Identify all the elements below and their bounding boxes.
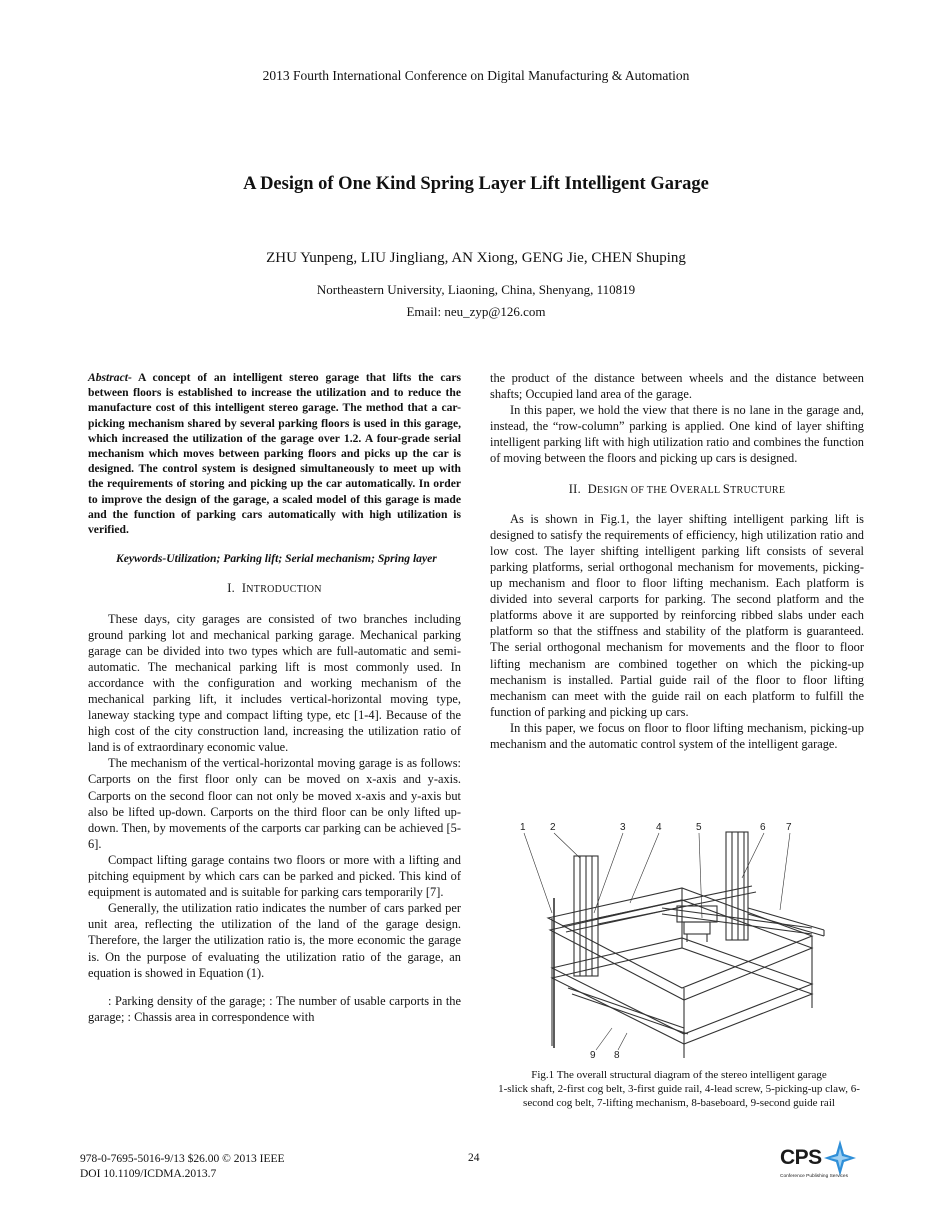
paragraph: In this paper, we focus on floor to floor lifting mechanism, picking-up mechanism and the automatic control system of the intelligent garage. — [490, 720, 864, 751]
paragraph: In this paper, we hold the view that there is no lane in the garage and, instead, the “row-column” parking is applied. One kind of layer shifting intelligent parking lift with high utilization ratio and combines the function of moving between the floors and picking up cars is designed. — [490, 403, 864, 466]
section-heading-overall-structure: II. DESIGN OF THE OVERALL STRUCTURE — [568, 481, 786, 496]
leader-lines — [524, 833, 790, 1050]
section-heading-introduction: I. INTRODUCTION — [227, 581, 322, 596]
cps-star-icon — [822, 1138, 858, 1178]
callout-5: 5 — [696, 822, 702, 833]
abstract-text: A concept of an intelligent stereo garage that lifts the cars between floors is established to increase the utilization and to reduce the manufacture cost of this intelligent stereo garage. The method that a car-picking mechanism shared by several parking floors is used in this garage, which increased the utilization of the garage over 1.2. A four-grade serial mechanism which moves between parking floors and picks up the car is designed. The control system is designed simultaneously to meet up with the requirements of storing and picking up the car automatically. In order to improve the design of the garage, a scaled model of this garage is made and the function of parking cars automatically with high utilization is verified. — [88, 371, 461, 537]
abstract — [88, 370, 461, 537]
callout-9: 9 — [590, 1050, 596, 1061]
callout-2: 2 — [550, 822, 556, 833]
callout-4: 4 — [656, 822, 662, 833]
guide-rails — [562, 886, 812, 1034]
affiliation: Northeastern University, Liaoning, China, Shenyang, 110819 — [316, 282, 636, 297]
paragraph: Generally, the utilization ratio indicates the number of cars parked per unit area, reflecting the utilization of the land of the garage design. Therefore, the larger the utilization ratio is, the more economic the garage is. On the purpose of evaluating the utilization ratio of the garage, an equation is showed in Equation (1). — [88, 901, 461, 980]
callout-6: 6 — [760, 822, 766, 833]
paragraph: : Parking density of the garage; : The number of usable carports in the garage; : Chassis area in correspondence with — [88, 993, 461, 1024]
conference-header: 2013 Fourth International Conference on Digital Manufacturing & Automation — [262, 68, 690, 83]
doi: DOI 10.1109/ICDMA.2013.7 — [80, 1168, 217, 1180]
callout-3: 3 — [620, 822, 626, 833]
paragraph: Compact lifting garage contains two floors or more with a lifting and pitching equipment by which cars can be parked and picked. This kind of equipment is automated and is suitable for parking cars temporarily [7]. — [88, 852, 461, 900]
lifting-mechanism-arm — [748, 908, 824, 936]
picking-up-claw — [677, 906, 717, 942]
email: Email: neu_zyp@126.com — [406, 304, 546, 319]
authors: ZHU Yunpeng, LIU Jingliang, AN Xiong, GENG Jie, CHEN Shuping — [266, 250, 686, 266]
paragraph: The mechanism of the vertical-horizontal moving garage is as follows: Carports on the first floor only can be moved on x-axis and y-axis. Carports on the second floor can not only be moved x-axis and y-axis but also be lifted up-down. Carports on the third floor can be only lifted up-down. Then, by movements of the carports car parking can be achieved [5-6]. — [88, 756, 461, 851]
cps-logo-subtitle: Conference Publishing Services — [780, 1174, 848, 1179]
paragraph-continuation: the product of the distance between wheels and the distance between shafts; Occupied land area of the garage. — [490, 371, 864, 402]
cps-logo-text: CPS — [780, 1146, 822, 1169]
abstract-label: Abstract- — [88, 371, 132, 384]
caption-title: Fig.1 The overall structural diagram of the stereo intelligent garage — [531, 1069, 827, 1081]
callout-7: 7 — [786, 822, 792, 833]
cps-logo — [776, 1138, 858, 1186]
left-column — [88, 370, 461, 1025]
figure-caption — [497, 1068, 861, 1110]
footer-identifiers — [80, 1152, 285, 1182]
callout-8: 8 — [614, 1050, 620, 1061]
caption-legend: 1-slick shaft, 2-first cog belt, 3-first guide rail, 4-lead screw, 5-picking-up claw, 6-second cog belt, 7-lifting mechanism, 8-baseboard, 9-second guide rail — [498, 1083, 860, 1109]
garage-structure-figure — [512, 818, 842, 1068]
keywords: Keywords-Utilization; Parking lift; Serial mechanism; Spring layer — [116, 552, 437, 566]
callout-1: 1 — [520, 822, 526, 833]
paper-title: A Design of One Kind Spring Layer Lift Intelligent Garage — [243, 174, 709, 194]
isbn: 978-0-7695-5016-9/13 $26.00 © 2013 IEEE — [80, 1153, 285, 1165]
parking-platforms — [548, 888, 812, 1058]
right-column — [490, 370, 864, 752]
page-number: 24 — [468, 1152, 480, 1164]
paragraph: These days, city garages are consisted of two branches including ground parking lot and mechanical parking garage. Mechanical parking garage can be divided into two types which are full-automatic and semi-automatic. The mechanical parking lift is most commonly used. In accordance with the configuration and working mechanism of the mechanical parking lift, it includes vertical-horizontal moving type, laneway stacking type and compact lifting type, etc [1-4]. Because of the high cost of the city construction land, increasing the utilization ratio of land is of extraordinary economic value. — [88, 611, 461, 755]
paragraph: As is shown in Fig.1, the layer shifting intelligent parking lift is designed to satisfy the requirements of efficiency, high utilization ratio and low cost. The layer shifting intelligent parking lift consists of several parking platforms, serial orthogonal mechanism for movements, picking-up mechanism and floor to floor lifting mechanism. Each platform is divided into several carports for parking. The second platform and the platforms above it are supported by reinforcing ribbed slabs under each platform so that the stiffness and stability of the platform is guaranteed. The serial orthogonal mechanism for movements and the floor to floor lifting mechanism are combined together on which the picking-up mechanism is installed. Partial guide rail of the floor to floor lifting mechanism can meet with the guide rail on each platform to fulfill the function of parking and picking up cars. — [490, 511, 864, 719]
